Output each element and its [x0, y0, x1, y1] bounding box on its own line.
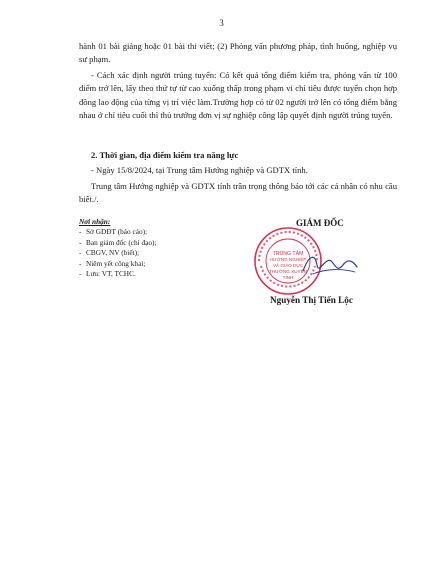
recipients-title: Nơi nhận: — [79, 217, 111, 226]
body-paragraph-date-location — [79, 164, 397, 177]
svg-text:VÀ GIÁO DỤC: VÀ GIÁO DỤC — [272, 263, 304, 268]
recipient-item: - Lưu: VT, TCHC. — [79, 269, 229, 279]
recipient-item: - CBGV, NV (biết); — [79, 248, 229, 258]
handwritten-signature-icon — [295, 247, 365, 282]
recipients-list — [79, 227, 229, 279]
heading-text: 2. Thời gian, địa điểm kiểm tra năng lực — [91, 150, 239, 160]
paragraph-text: Trung tâm Hướng nghiệp và GDTX tỉnh trân trọng thông báo tới các cá nhân có nhu cầu biết./. — [79, 181, 397, 205]
signer-name: Nguyễn Thị Tiến Lộc — [270, 295, 353, 305]
body-paragraph-closing — [79, 180, 397, 207]
signature-title: GIÁM ĐỐC — [296, 218, 344, 228]
body-paragraph-selection-criteria — [79, 69, 397, 123]
paragraph-text: hành 01 bài giảng hoặc 01 bài thi viết; (2) Phỏng vấn phương pháp, tình huống, nghiệp vụ sư phạm. — [79, 41, 397, 65]
svg-text:TRUNG TÂM: TRUNG TÂM — [272, 251, 304, 257]
section-heading-time-location — [79, 149, 397, 162]
body-paragraph-exam-format — [79, 40, 397, 67]
recipient-item: - Niêm yết công khai; — [79, 259, 229, 269]
recipient-item: - Ban giám đốc (chỉ đạo); — [79, 238, 229, 248]
svg-text:HƯỚNG NGHIỆP: HƯỚNG NGHIỆP — [269, 257, 307, 262]
recipient-item: - Sở GDĐT (báo cáo); — [79, 227, 229, 237]
paragraph-text: - Ngày 15/8/2024, tại Trung tâm Hướng nghiệp và GDTX tỉnh. — [91, 165, 308, 175]
page-number: 3 — [219, 18, 224, 28]
paragraph-text: - Cách xác định người trúng tuyển: Có kết quả tổng điểm kiểm tra, phỏng vấn từ 100 điểm trở lên, lấy theo thứ tự từ cao xuống thấp trong phạm vi chỉ tiêu được tuyển chọn hợp đồng lao động của từng vị trí việc làm.Trường hợp có từ 02 người trở lên có tổng điểm bằng nhau ở chỉ tiêu cuối thì thủ trưởng đơn vị sự nghiệp công lập quyết định người trúng tuyển. — [79, 70, 397, 121]
recipients-block — [79, 217, 229, 279]
svg-text:THƯỜNG XUYÊN: THƯỜNG XUYÊN — [269, 269, 307, 274]
svg-text:TỈNH: TỈNH — [282, 275, 294, 280]
